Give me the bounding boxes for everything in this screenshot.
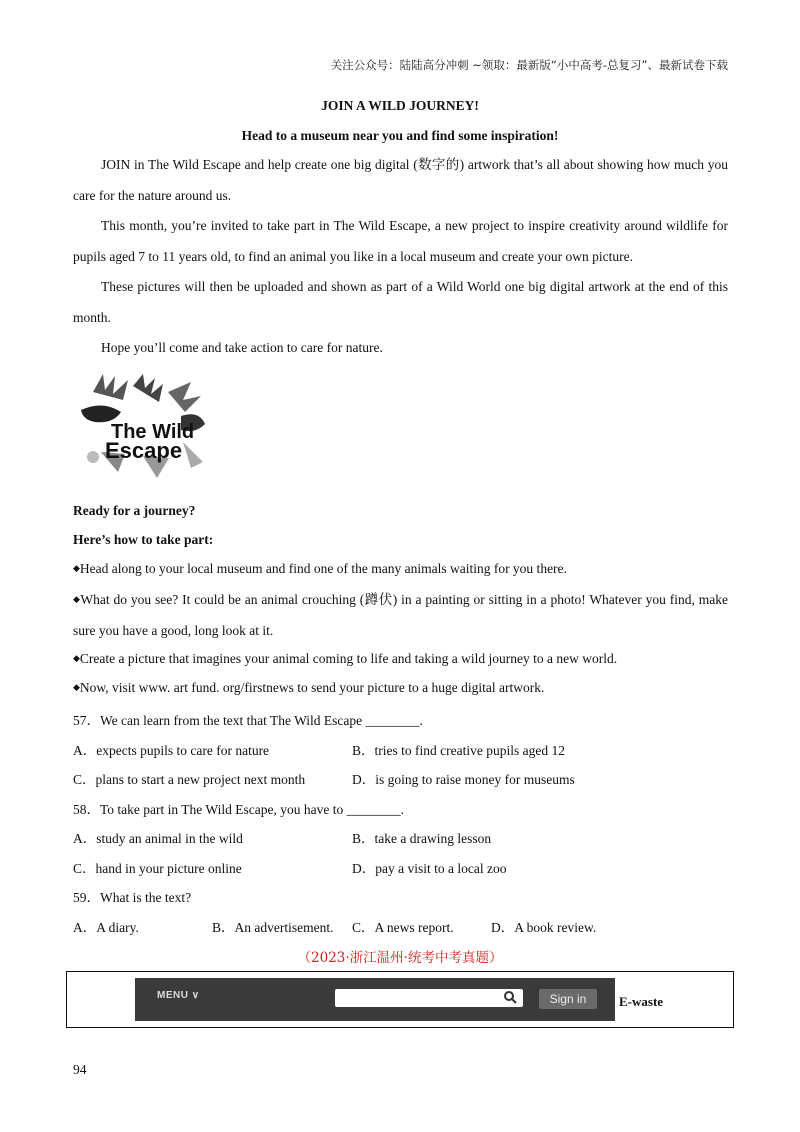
- article-subtitle: Head to a museum near you and find some inspiration!: [241, 128, 559, 143]
- bullet-item-1: ◆Head along to your local museum and find one of the many animals waiting for you there.: [73, 561, 567, 576]
- bullet-icon: ◆: [73, 682, 80, 692]
- bullet-icon: ◆: [73, 563, 80, 573]
- page-number: 94: [73, 1062, 87, 1077]
- q57-option-c: C．plans to start a new project next month: [73, 772, 306, 787]
- logo-text-line-2: Escape: [105, 438, 183, 463]
- how-heading: Here’s how to take part:: [73, 532, 214, 547]
- bullet-item-4: ◆Now, visit www. art fund. org/firstnews to send your picture to a huge digital artwork.: [73, 680, 545, 695]
- q59-option-c: C．A news report.: [352, 920, 454, 935]
- question-58: 58．To take part in The Wild Escape, you have to ________.: [73, 802, 404, 817]
- menu-button: MENU ∨: [157, 990, 200, 1001]
- paragraph-4: Hope you’ll come and take action to care for nature.: [101, 340, 383, 355]
- paragraph-2: This month, you’re invited to take part in The Wild Escape, a new project to inspire creativity around wildlife for pupils aged 7 to 11 years old, to find an animal you like in a local museum and create your own picture.: [73, 218, 728, 264]
- q57-option-a: A．expects pupils to care for nature: [73, 743, 270, 758]
- wild-escape-logo: [73, 372, 213, 482]
- bullet-icon: ◆: [73, 594, 81, 604]
- q59-option-b: B．An advertisement.: [212, 920, 334, 935]
- q57-option-b: B．tries to find creative pupils aged 12: [352, 743, 565, 758]
- logo-text-line-1: The Wild: [111, 421, 195, 443]
- bullet-item-3: ◆Create a picture that imagines your animal coming to life and taking a wild journey to a new world.: [73, 651, 618, 666]
- paragraph-3: These pictures will then be uploaded and shown as part of a Wild World one big digital artwork at the end of this month.: [73, 279, 728, 325]
- q58-option-a: A．study an animal in the wild: [73, 831, 243, 846]
- website-banner: [135, 978, 615, 1021]
- bullet-item-2: ◆What do you see? It could be an animal crouching (蹲伏) in a painting or sitting in a photo! Whatever you find, make sure you have a good, long look at it.: [73, 592, 729, 638]
- question-57: 57．We can learn from the text that The Wild Escape ________.: [73, 713, 423, 728]
- q58-option-c: C．hand in your picture online: [73, 861, 242, 876]
- passage-title: E-waste: [619, 994, 664, 1009]
- source-note: （2023·浙江温州·统考中考真题）: [297, 950, 503, 966]
- ready-heading: Ready for a journey?: [73, 503, 196, 518]
- sign-in-button: Sign in: [539, 989, 597, 1009]
- question-59: 59．What is the text?: [73, 890, 192, 905]
- search-input: [335, 989, 523, 1007]
- q57-option-d: D．is going to raise money for museums: [352, 772, 575, 787]
- page-header: 关注公众号：陆陆高分冲刺 ~领取：最新版“小中高考-总复习”、最新试卷下载: [330, 58, 728, 72]
- search-icon: [503, 990, 517, 1004]
- article-title: JOIN A WILD JOURNEY!: [321, 98, 479, 113]
- q59-option-d: D．A book review.: [491, 920, 597, 935]
- next-passage-frame: [66, 971, 734, 1028]
- bullet-icon: ◆: [73, 653, 80, 663]
- q59-option-a: A．A diary.: [73, 920, 139, 935]
- q58-option-d: D．pay a visit to a local zoo: [352, 861, 507, 876]
- q58-option-b: B．take a drawing lesson: [352, 831, 492, 846]
- paragraph-1: JOIN in The Wild Escape and help create one big digital (数字的) artwork that’s all about showing how much you care for the nature around us.: [73, 157, 728, 203]
